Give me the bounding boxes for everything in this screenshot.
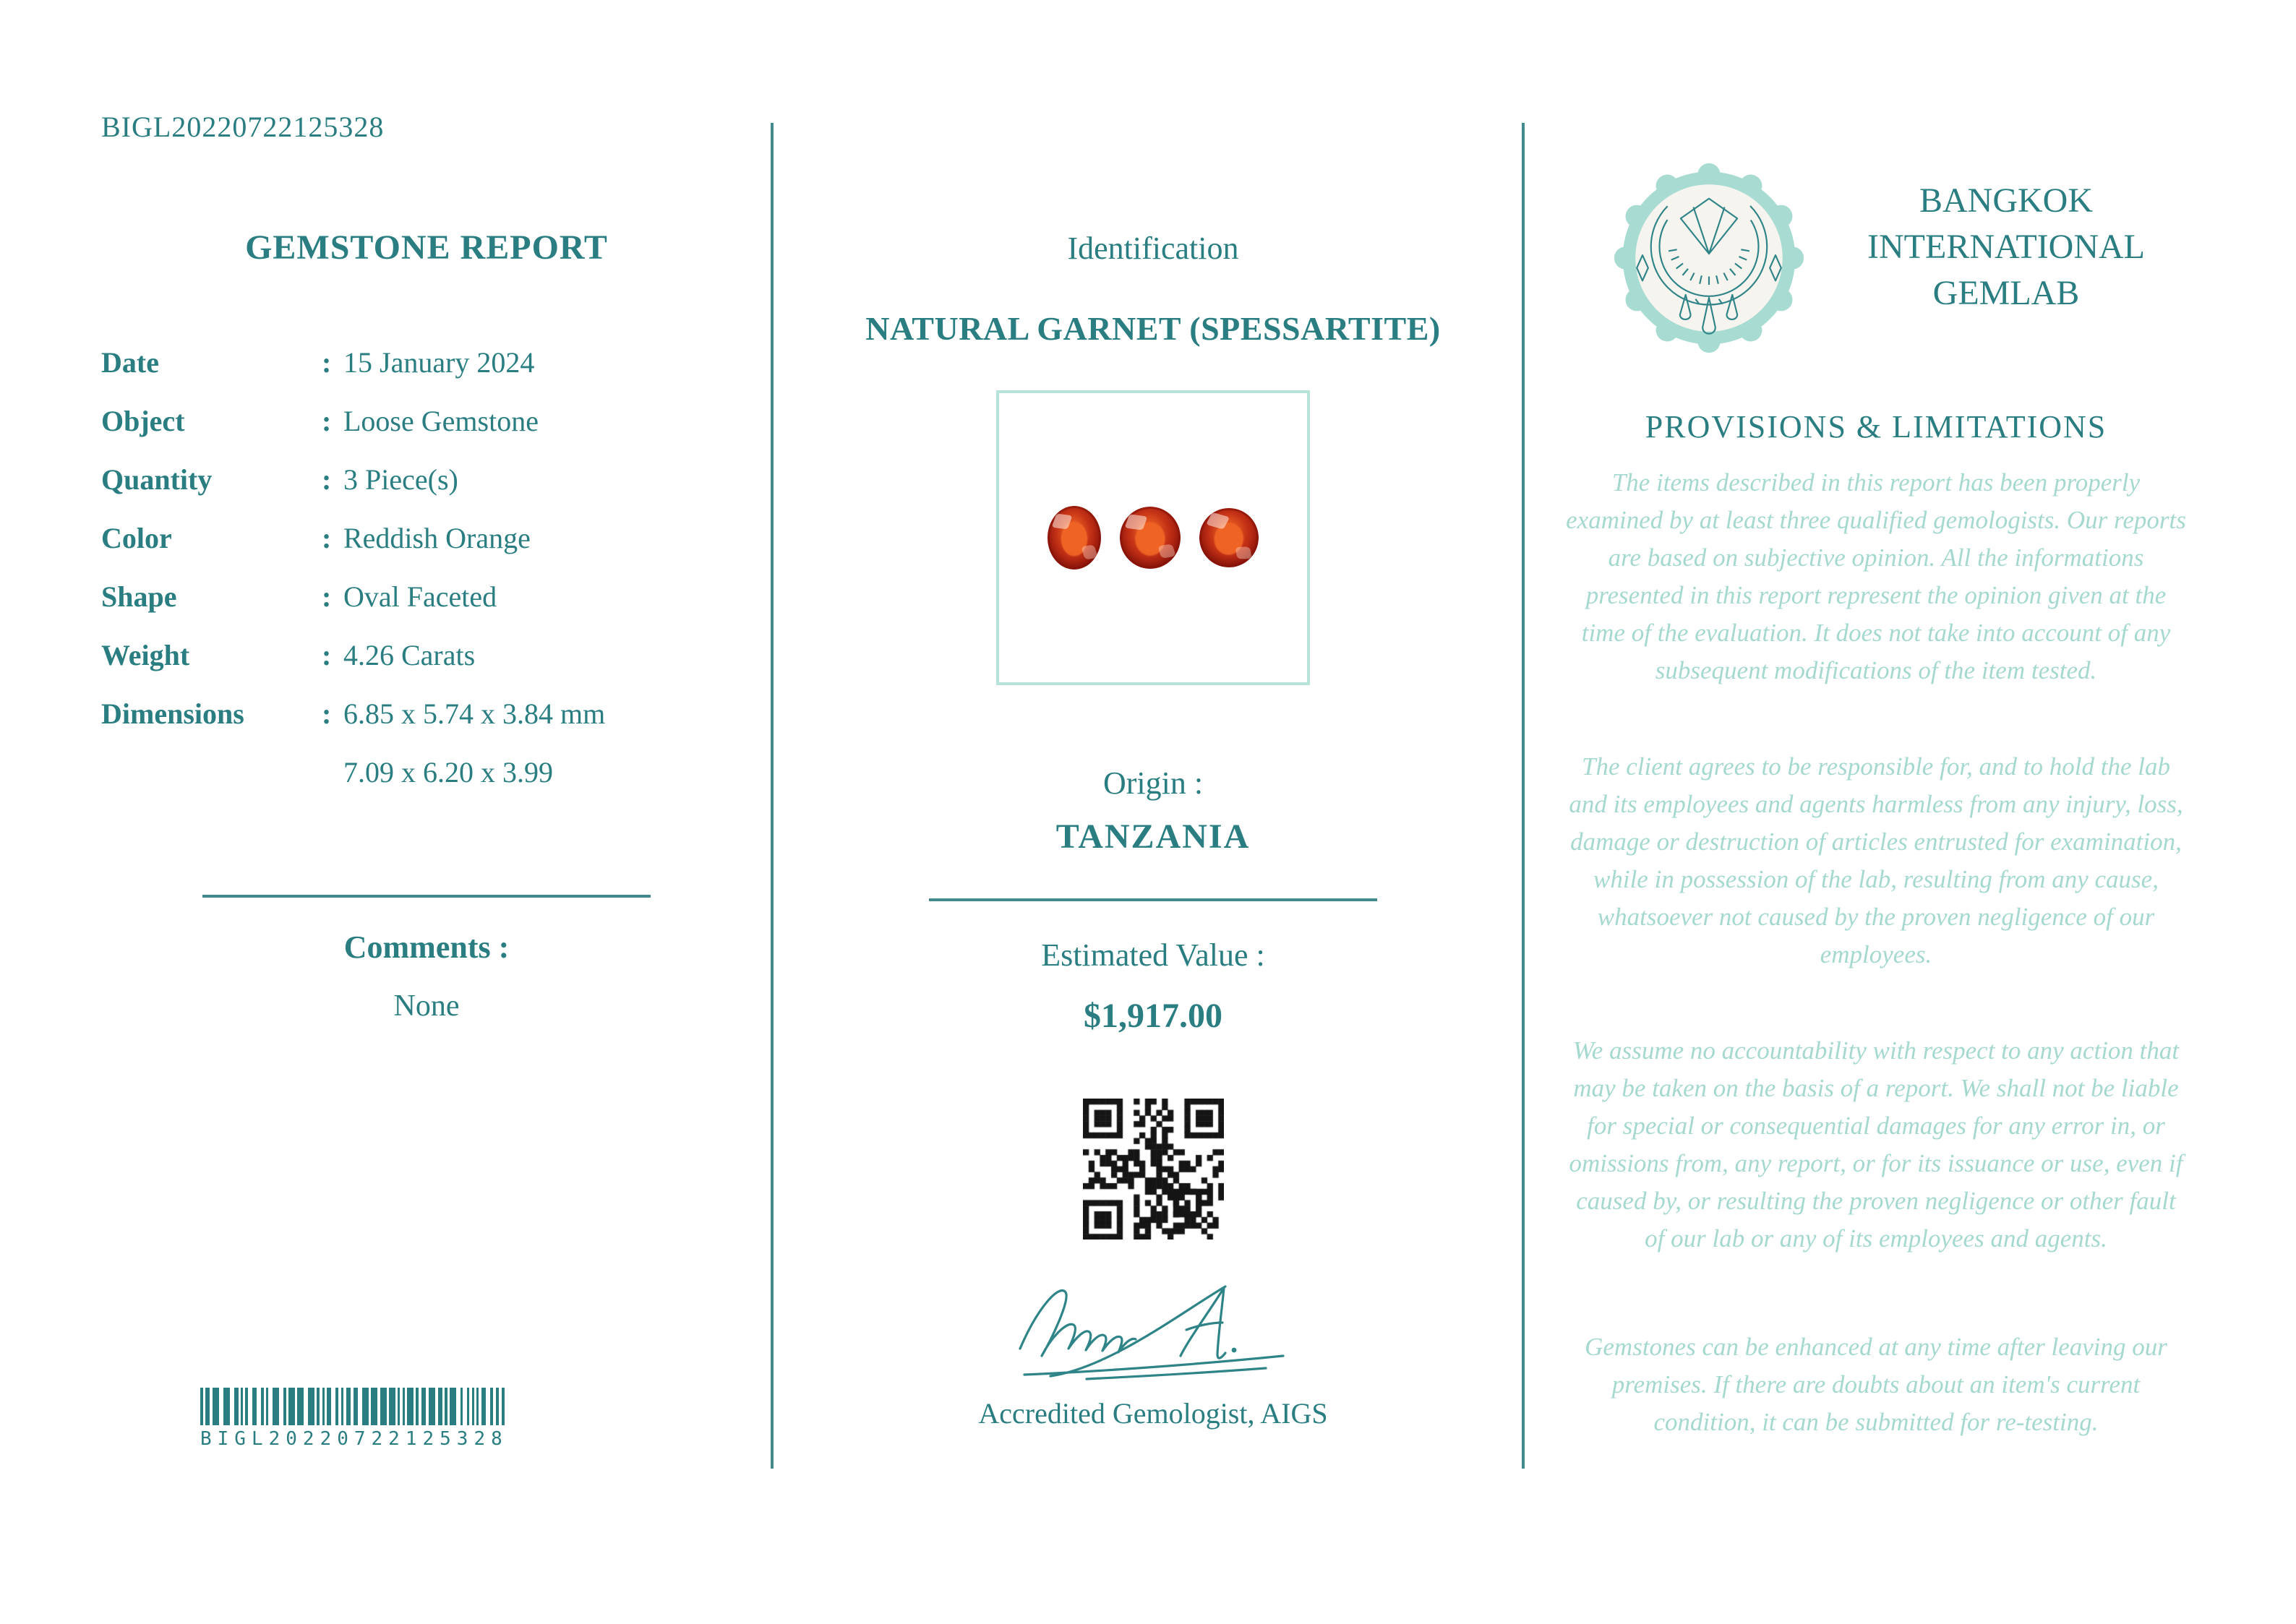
detail-row-color [101, 521, 752, 580]
detail-colon: : [322, 346, 332, 379]
detail-colon: : [322, 697, 332, 730]
lab-name [1811, 178, 2201, 317]
estimated-value-amount: $1,917.00 [1084, 997, 1222, 1035]
signature [1008, 1266, 1298, 1382]
lab-name-line-3: GEMLAB [1932, 274, 2080, 312]
detail-colon: : [322, 463, 332, 496]
detail-label: Shape [101, 580, 177, 613]
detail-value: Oval Faceted [343, 580, 497, 613]
detail-label: Date [101, 346, 159, 379]
detail-row-date [101, 345, 752, 404]
detail-label: Weight [101, 639, 190, 671]
detail-row-quantity [101, 463, 752, 521]
lab-name-line-1: BANGKOK [1919, 181, 2093, 220]
report-column [101, 0, 752, 1624]
detail-label: Quantity [101, 463, 213, 496]
gemlab-logo-icon [1610, 159, 1808, 357]
detail-row-shape [101, 580, 752, 638]
identification-column [795, 0, 1511, 1624]
estimated-value-label: Estimated Value : [1041, 937, 1265, 973]
origin-label: Origin : [1102, 765, 1204, 801]
provisions-paragraph-2: The client agrees to be responsible for, and to hold the lab and its employees and agents harmless from any injury, loss, damage or destruction of articles entrusted for examination, while in possession of the lab, resulting from any cause, whatsoever not caused by the proven negligence of our employees. [1569, 752, 2183, 968]
detail-label: Object [101, 405, 185, 437]
gem-stone-1 [1048, 506, 1101, 570]
lab-column [1551, 0, 2201, 1624]
comments-value: None [393, 989, 460, 1023]
value-divider-line [929, 898, 1377, 901]
comments-divider-line [202, 895, 651, 898]
gem-name: NATURAL GARNET (SPESSARTITE) [865, 310, 1441, 347]
report-details [101, 345, 752, 814]
detail-value: Loose Gemstone [343, 405, 539, 437]
detail-value: 4.26 Carats [343, 639, 476, 671]
barcode [200, 1388, 507, 1450]
detail-colon: : [322, 405, 332, 437]
detail-row-weight [101, 638, 752, 697]
detail-colon: : [322, 580, 332, 613]
barcode-bars [200, 1388, 507, 1425]
provisions-paragraph-4: Gemstones can be enhanced at any time after leaving our premises. If there are doubts about an item's current condition, it can be submitted for re-testing. [1585, 1333, 2167, 1436]
detail-label: Dimensions [101, 697, 244, 730]
comments-label: Comments : [343, 929, 510, 965]
gemologist-line: Accredited Gemologist, AIGS [978, 1397, 1328, 1430]
detail-value: 3 Piece(s) [343, 463, 458, 496]
provisions-paragraph-3: We assume no accountability with respect to any action that may be taken on the basis of a report. We shall not be liable for special or consequential damages for any error in, or omissions from, any report, or for its issuance or use, even if caused by, or resulting the proven negligence or other fault of our lab or any of its employees and agents. [1569, 1036, 2183, 1253]
detail-value: Reddish Orange [343, 522, 531, 554]
detail-value: 15 January 2024 [343, 346, 535, 379]
gem-stone-2 [1120, 507, 1181, 569]
gem-stone-3 [1196, 504, 1263, 572]
gem-photo [996, 390, 1310, 685]
qr-code [1083, 1099, 1224, 1240]
detail-value: 6.85 x 5.74 x 3.84 mm [343, 697, 606, 730]
detail-label: Color [101, 522, 172, 554]
barcode-text: BIGL20220722125328 [200, 1428, 508, 1450]
detail-row-dimensions [101, 697, 752, 755]
column-divider-right [1522, 123, 1525, 1469]
origin-value: TANZANIA [1055, 817, 1251, 856]
column-divider-left [771, 123, 774, 1469]
detail-row-object [101, 404, 752, 463]
detail-colon: : [322, 639, 332, 671]
report-number: BIGL20220722125328 [101, 111, 385, 143]
provisions-paragraph-1: The items described in this report has been properly examined by at least three qualified gemologists. Our reports are based on subjective opinion. All the informations presented in this report represent the opinion given at the time of the evaluation. It does not take into account of any subsequent modifications of the item tested. [1566, 468, 2186, 684]
detail-value: 7.09 x 6.20 x 3.99 [343, 756, 553, 789]
lab-name-line-2: INTERNATIONAL [1867, 228, 2145, 266]
identification-heading: Identification [1067, 231, 1239, 266]
detail-row-dimensions-2 [101, 755, 752, 814]
detail-colon: : [322, 522, 332, 554]
provisions-heading: PROVISIONS & LIMITATIONS [1645, 409, 2107, 444]
report-title: GEMSTONE REPORT [245, 228, 608, 267]
